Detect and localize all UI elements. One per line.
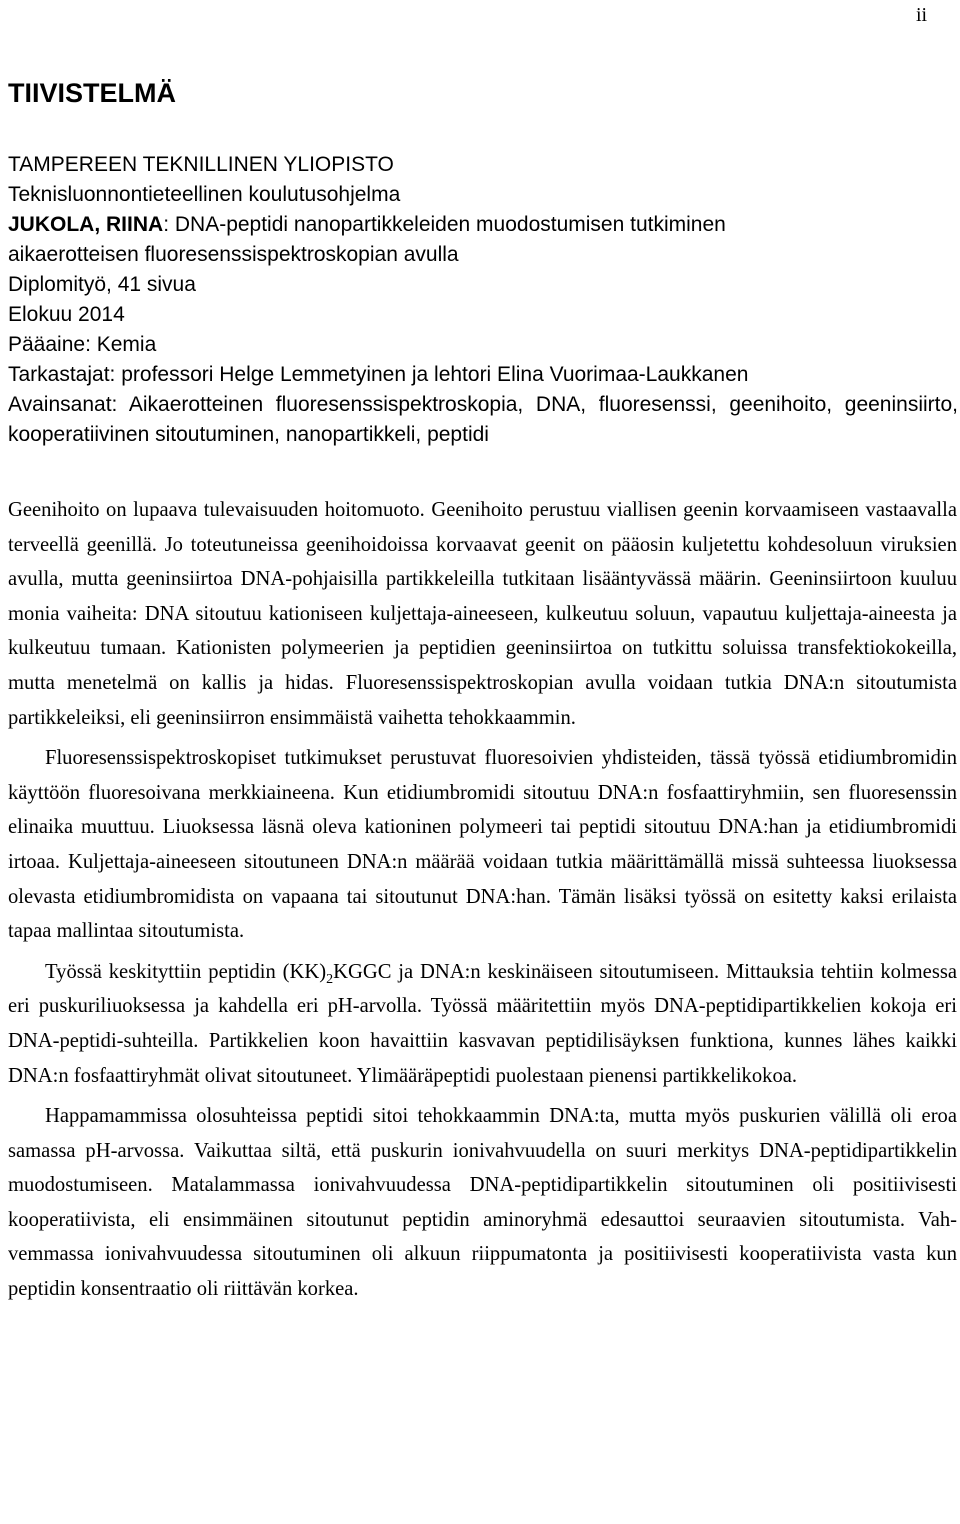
examiners-line: Tarkastajat: professori Helge Lemmetyinen ja lehtori Elina Vuorimaa-Laukkanen — [8, 363, 749, 386]
date-line: Elokuu 2014 — [8, 303, 125, 326]
keywords-line: Avainsanat: Aikaerotteinen fluoresenssispektroskopia, DNA, fluoresenssi, geenihoito, geeninsiirto, kooperatiivinen sitoutuminen, nanopartikkeli, peptidi — [8, 393, 958, 446]
university-line: TAMPEREEN TEKNILLINEN YLIOPISTO — [8, 153, 394, 176]
author-title-line — [8, 210, 958, 240]
abstract-paragraph-1: Geenihoito on lupaava tulevaisuuden hoitomuoto. Geenihoito perustuu viallisen geenin korvaamiseen vastaavalla terveellä geenillä. Jo toteutuneissa geenihoidoissa korvaavat geenit on pääosin kuljetettu kohdesoluun viruksien avulla, mutta geeninsiirtoa DNA-pohjaisilla partikkeleilla tutkitaan lisääntyvässä määrin. Geeninsiirtoon kuuluu monia vaiheita: DNA sitoutuu kationiseen kuljettaja-aineeseen, kulkeutuu soluun, vapautuu kuljettaja-aineesta ja kulkeutuu tumaan. Kationisten polymeerien ja peptidien geeninsiirtoa on tutkittu soluissa transfektiokokeilla, mutta menetelmä on kallis ja hidas. Fluoresenssispektroskopian avulla voidaan tutkia DNA:n sitoutumista partikkeleiksi, eli geeninsiirron ensimmäistä vaihetta tehokkaammin. — [8, 499, 957, 729]
programme-line: Teknisluonnontieteellinen koulutusohjelma — [8, 183, 401, 206]
thesis-metadata — [8, 150, 958, 450]
page-title: TIIVISTELMÄ — [8, 78, 176, 108]
thesis-title: : DNA-peptidi nanopartikkeleiden muodostumisen tutkiminen — [163, 213, 726, 236]
paragraph-3-start: Työssä keskityttiin peptidin (KK) — [45, 960, 327, 983]
abstract-paragraph-2: Fluoresenssispektroskopiset tutkimukset perustuvat fluoresoivien yhdisteiden, tässä työssä etidiumbromidin käyttöön fluoresoivana merkkiaineena. Kun etidiumbromidi sitoutuu DNA:n fosfaattiryhmiin, sen fluoresenssin elinaika muuttuu. Liuoksessa läsnä oleva kationinen polymeeri tai peptidi sitoutuu DNA:han ja etidiumbromidi irtoaa. Kuljettaja-aineeseen sitoutuneen DNA:n määrää voidaan tutkia määrittämällä missä suhteessa liuoksessa olevasta etidiumbromidista on vapaana tai sitoutunut DNA:han. Tämän lisäksi työssä on esitetty kaksi erilaista tapaa mallintaa sitoutumista. — [8, 747, 957, 943]
page-number: ii — [916, 4, 928, 26]
abstract-body — [8, 493, 957, 1307]
major-line: Pääaine: Kemia — [8, 333, 157, 356]
paragraph-3-rest: KGGC ja DNA:n keskinäiseen sitoutumiseen. Mittauksia tehtiin kolmessa eri puskuriliuoksessa ja kahdella eri pH-arvolla. Työssä määritettiin myös DNA-peptidipartikkelien kokoja eri DNA-peptidi-suhteilla. Partikkelien koon havaittiin kasvavan peptidilisäyksen funktiona, kunnes lähes kaikki DNA:n fosfaattiryhmät olivat sitoutuneet. Ylimääräpeptidi puolestaan pienensi partikkelikokoa. — [8, 960, 957, 1087]
author-name: JUKOLA, RIINA — [8, 213, 164, 236]
thesis-type-line: Diplomityö, 41 sivua — [8, 273, 196, 296]
abstract-paragraph-4: Happamammissa olosuhteissa peptidi sitoi tehokkaammin DNA:ta, mutta myös puskurien välillä oli eroa samassa pH-arvossa. Vaikuttaa siltä, että puskurin ionivahvuudella on suuri merkitys DNA-peptidipartikkelin muodostumiseen. Matalammassa ionivahvuudessa DNA-peptidipartikkelin sitoutuminen oli positiivisesti kooperatiivista, eli ensimmäinen sitoutunut peptidin aminoryhmä edesauttoi seuraavien sitoutumista. Vahvemmassa ionivahvuudessa sitoutuminen oli alkuun riippumatonta ja positiivisesti kooperatiivista vasta kun peptidin konsentraatio oli riittävän korkea. — [8, 1105, 957, 1301]
thesis-title-continued: aikaerotteisen fluoresenssispektroskopian avulla — [8, 243, 459, 266]
abstract-paragraph-3 — [8, 955, 957, 1093]
subscript-2: 2 — [326, 971, 334, 987]
